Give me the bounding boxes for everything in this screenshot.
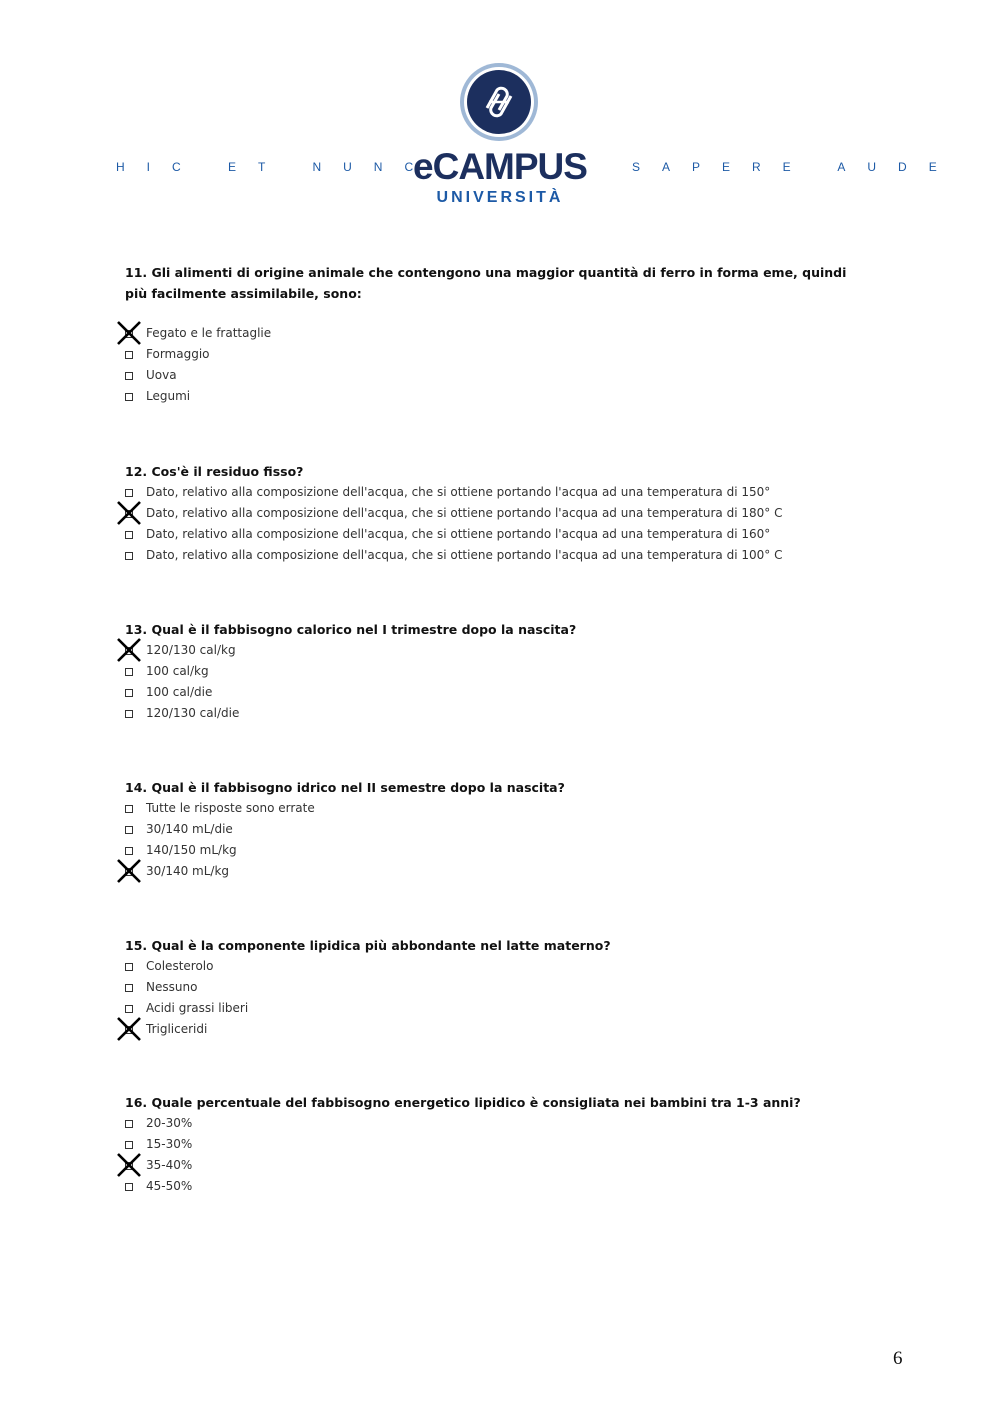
question-text: 16. Quale percentuale del fabbisogno energetico lipidico è consigliata nei bambini tra 1-3 anni? [125,1095,801,1110]
option-label: Dato, relativo alla composizione dell'acqua, che si ottiene portando l'acqua ad una temperatura di 180° C [146,506,783,520]
ecampus-seal-icon [459,62,539,146]
brand-subtitle: UNIVERSITÀ [436,189,564,206]
option-label: 35-40% [146,1158,193,1172]
question-text: 13. Qual è il fabbisogno calorico nel I trimestre dopo la nascita? [125,622,577,637]
option-label: Tutte le risposte sono errate [146,801,315,815]
option-list [125,323,865,407]
option[interactable] [125,703,865,724]
option-label: Nessuno [146,980,198,994]
option[interactable] [125,545,865,566]
question-16 [125,1092,865,1197]
checkbox[interactable] [125,963,133,971]
question-text: 12. Cos'è il residuo fisso? [125,464,304,479]
option-label: Fegato e le frattaglie [146,326,272,340]
page-number: 6 [893,1348,903,1369]
question-text: 14. Qual è il fabbisogno idrico nel II semestre dopo la nascita? [125,780,565,795]
checkbox[interactable] [125,1120,133,1128]
option[interactable] [125,1113,865,1134]
option-list [125,640,865,724]
motto-right: SAPERE AUDE [632,160,959,174]
option[interactable] [125,1155,865,1176]
question-14 [125,777,865,882]
option-label: Dato, relativo alla composizione dell'acqua, che si ottiene portando l'acqua ad una temperatura di 150° [146,485,771,499]
option[interactable] [125,998,865,1019]
option-label: 100 cal/kg [146,664,209,678]
option[interactable] [125,344,865,365]
option[interactable] [125,365,865,386]
option[interactable] [125,661,865,682]
question-13 [125,619,865,724]
checkbox[interactable] [125,552,133,560]
option-label: 140/150 mL/kg [146,843,237,857]
checkbox[interactable] [125,689,133,697]
option[interactable] [125,1176,865,1197]
option[interactable] [125,386,865,407]
option[interactable] [125,977,865,998]
option-label: Acidi grassi liberi [146,1001,249,1015]
option-label: 15-30% [146,1137,193,1151]
option-label: 100 cal/die [146,685,213,699]
question-text: 11. Gli alimenti di origine animale che contengono una maggior quantità di ferro in forma eme, quindi più facilmente assimilabile, sono: [125,265,847,301]
option[interactable] [125,840,865,861]
motto-left: HIC ET NUNC [116,160,436,174]
checkbox[interactable] [125,826,133,834]
question-11 [125,262,865,407]
option-label: 120/130 cal/kg [146,643,236,657]
option[interactable] [125,956,865,977]
checkbox[interactable] [125,393,133,401]
option-label: Formaggio [146,347,210,361]
option[interactable] [125,640,865,661]
cross-mark-icon [116,1016,142,1042]
checkbox[interactable] [125,710,133,718]
option[interactable] [125,1019,865,1040]
cross-mark-icon [116,500,142,526]
option-label: 20-30% [146,1116,193,1130]
question-15 [125,935,865,1040]
checkbox[interactable] [125,847,133,855]
option-label: Dato, relativo alla composizione dell'acqua, che si ottiene portando l'acqua ad una temperatura di 100° C [146,548,783,562]
page-header [0,0,1000,230]
option[interactable] [125,482,865,503]
checkbox[interactable] [125,668,133,676]
option-label: Dato, relativo alla composizione dell'acqua, che si ottiene portando l'acqua ad una temperatura di 160° [146,527,771,541]
option[interactable] [125,1134,865,1155]
option-label: 30/140 mL/die [146,822,233,836]
option-list [125,956,865,1040]
option[interactable] [125,503,865,524]
option-list [125,482,865,566]
option-label: Colesterolo [146,959,214,973]
cross-mark-icon [116,637,142,663]
option[interactable] [125,682,865,703]
option-label: Legumi [146,389,191,403]
option-label: 45-50% [146,1179,193,1193]
option-label: Trigliceridi [146,1022,208,1036]
option[interactable] [125,798,865,819]
question-text: 15. Qual è la componente lipidica più abbondante nel latte materno? [125,938,611,953]
question-12 [125,461,865,566]
cross-mark-icon [116,1152,142,1178]
checkbox[interactable] [125,805,133,813]
option-label: 120/130 cal/die [146,706,240,720]
option-label: Uova [146,368,177,382]
cross-mark-icon [116,320,142,346]
checkbox[interactable] [125,531,133,539]
checkbox[interactable] [125,1141,133,1149]
option-label: 30/140 mL/kg [146,864,230,878]
checkbox[interactable] [125,489,133,497]
option[interactable] [125,323,865,344]
checkbox[interactable] [125,372,133,380]
cross-mark-icon [116,858,142,884]
option-list [125,798,865,882]
option[interactable] [125,819,865,840]
checkbox[interactable] [125,1183,133,1191]
option[interactable] [125,524,865,545]
option-list [125,1113,865,1197]
brand-wordmark: eCAMPUS [413,146,587,187]
checkbox[interactable] [125,984,133,992]
checkbox[interactable] [125,1005,133,1013]
checkbox[interactable] [125,351,133,359]
option[interactable] [125,861,865,882]
